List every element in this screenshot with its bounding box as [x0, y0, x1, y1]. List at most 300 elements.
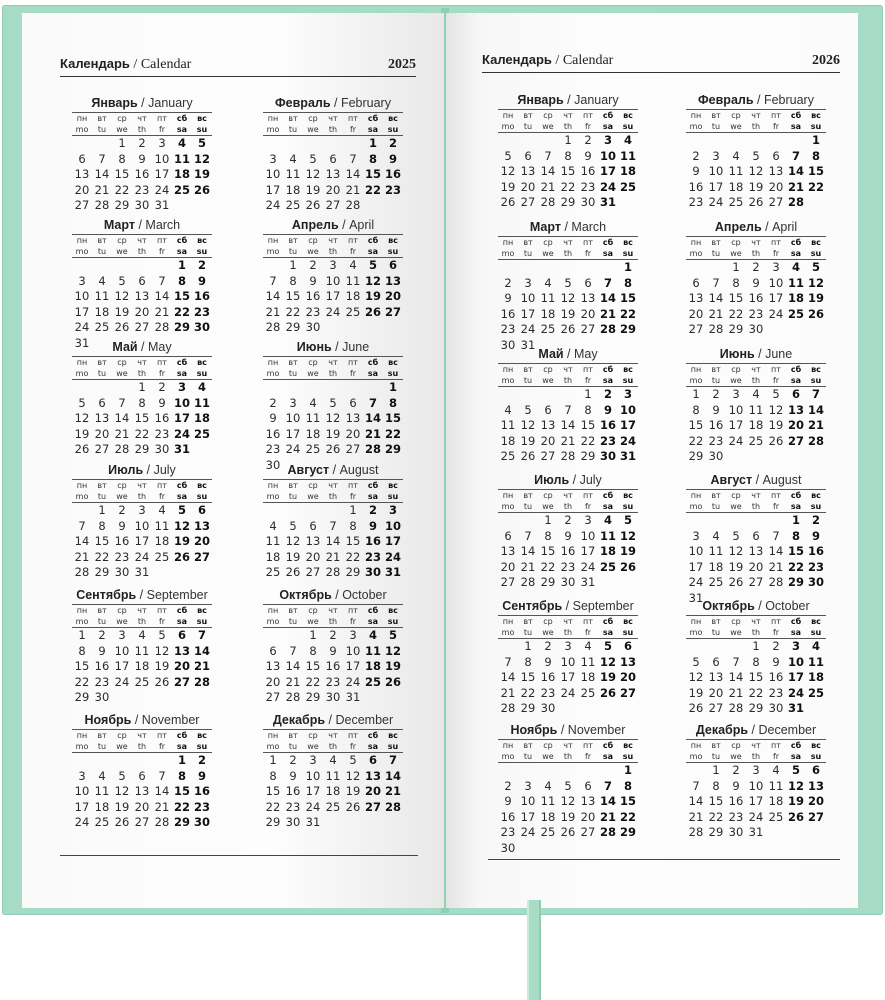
day-cell: 14 — [787, 164, 804, 178]
weekday-header-en: th — [558, 375, 578, 387]
day-cell: 15 — [114, 167, 130, 181]
day-cell: 11 — [619, 148, 636, 163]
month-title: Март / March — [103, 218, 181, 232]
month-name-ru: Март — [103, 218, 135, 232]
day-cell: 14 — [154, 784, 170, 798]
day-cell: 15 — [74, 659, 90, 673]
day-cell: 28 — [325, 565, 341, 579]
month-title: Июнь / June — [296, 340, 370, 354]
weekday-header-en: fr — [578, 751, 598, 763]
day-cell: 26 — [728, 575, 744, 589]
weekday-header-en: fr — [578, 627, 598, 639]
weekday-header-ru: сб — [363, 234, 383, 246]
day-cell: 28 — [345, 198, 361, 212]
day-cell: 3 — [177, 380, 186, 394]
day-cell: 10 — [619, 402, 636, 417]
day-cell: 8 — [791, 528, 800, 543]
empty-day — [72, 258, 92, 274]
weekday-header-ru: сб — [786, 489, 806, 501]
day-cell: 11 — [748, 402, 764, 417]
day-cell: 20 — [580, 809, 596, 824]
day-cell: 20 — [708, 685, 724, 700]
empty-day — [343, 136, 363, 152]
day-cell: 21 — [708, 306, 724, 321]
day-cell: 10 — [114, 643, 130, 658]
weekday-header-en: we — [112, 246, 132, 258]
day-cell: 18 — [325, 784, 341, 798]
day-cell: 3 — [584, 513, 592, 527]
weekday-header-en: we — [303, 368, 323, 380]
weekday-header-en: we — [538, 121, 558, 133]
day-cell: 30 — [500, 337, 516, 352]
day-cell: 8 — [811, 148, 820, 163]
day-cell: 5 — [811, 260, 820, 274]
day-cell: 29 — [619, 322, 636, 336]
day-cell: 2 — [158, 380, 166, 394]
month-name-ru: Июнь — [296, 340, 332, 354]
empty-day — [323, 136, 343, 152]
day-cell: 12 — [114, 784, 130, 798]
day-cell: 6 — [138, 768, 146, 783]
day-cell: 30 — [265, 457, 281, 472]
day-cell: 23 — [599, 433, 616, 448]
day-cell: 28 — [384, 799, 401, 814]
weekday-header-ru: сб — [363, 729, 383, 741]
day-cell: 23 — [580, 179, 596, 194]
day-grid — [686, 109, 826, 211]
weekday-header-en: we — [726, 248, 746, 260]
day-cell: 1 — [98, 503, 106, 517]
day-cell: 16 — [94, 659, 110, 673]
weekday-header-ru: ср — [303, 729, 323, 741]
weekday-header-en: fr — [152, 368, 172, 380]
day-cell: 12 — [807, 275, 824, 290]
weekday-header-ru: вс — [806, 615, 826, 627]
day-cell: 19 — [364, 289, 381, 303]
day-cell: 30 — [285, 815, 301, 829]
day-cell: 13 — [134, 784, 150, 798]
day-cell: 18 — [619, 164, 636, 178]
weekday-header-en: fr — [343, 491, 363, 503]
weekday-header-en: fr — [152, 124, 172, 136]
weekday-header-ru: вт — [283, 729, 303, 741]
weekday-header-en: th — [323, 246, 343, 258]
day-cell: 15 — [580, 418, 596, 432]
day-cell: 9 — [289, 768, 297, 783]
day-cell: 2 — [138, 136, 146, 150]
day-cell: 13 — [807, 778, 824, 793]
weekday-header-en: su — [192, 616, 212, 628]
weekday-header-ru: пт — [152, 234, 172, 246]
day-cell: 24 — [384, 549, 401, 564]
day-cell: 6 — [692, 275, 700, 290]
weekday-header-ru: вс — [383, 604, 403, 616]
day-cell: 19 — [560, 306, 576, 321]
day-cell: 22 — [688, 433, 704, 448]
weekday-header-en: tu — [706, 121, 726, 133]
empty-day — [578, 763, 598, 779]
day-cell: 27 — [580, 322, 596, 336]
empty-day — [766, 133, 786, 149]
month-block — [72, 588, 212, 706]
day-cell: 25 — [94, 815, 110, 829]
month-name-en: June — [765, 347, 793, 361]
day-cell: 21 — [560, 433, 576, 448]
weekday-header-ru: чт — [323, 479, 343, 491]
day-cell: 10 — [688, 544, 704, 558]
day-cell: 10 — [265, 167, 281, 181]
day-cell: 1 — [349, 503, 357, 517]
weekday-header-en: sa — [786, 751, 806, 763]
day-cell: 28 — [728, 701, 744, 715]
day-cell: 18 — [708, 559, 724, 574]
weekday-header-en: sa — [172, 616, 192, 628]
day-cell: 1 — [118, 136, 126, 150]
weekday-header-en: sa — [363, 741, 383, 753]
day-cell: 26 — [114, 320, 130, 334]
weekday-header-en: mo — [686, 121, 706, 133]
day-cell: 6 — [197, 503, 206, 517]
day-cell: 11 — [265, 534, 281, 548]
day-cell: 17 — [708, 179, 724, 194]
day-cell: 3 — [752, 763, 760, 777]
day-cell: 16 — [599, 418, 616, 432]
day-cell: 9 — [138, 151, 146, 166]
day-cell: 21 — [74, 549, 90, 564]
day-cell: 15 — [560, 164, 576, 178]
month-block — [263, 340, 403, 473]
day-cell: 6 — [752, 528, 760, 543]
empty-day — [323, 380, 343, 396]
day-cell: 31 — [619, 449, 636, 463]
weekday-header-en: su — [806, 501, 826, 513]
day-cell: 4 — [811, 639, 820, 653]
day-cell: 9 — [329, 643, 337, 658]
day-cell: 18 — [807, 670, 824, 684]
weekday-header-ru: сб — [598, 109, 618, 121]
weekday-header-ru: вт — [283, 112, 303, 124]
day-cell: 19 — [285, 549, 301, 564]
month-title: Ноябрь / November — [510, 723, 626, 737]
day-cell: 2 — [197, 753, 206, 767]
day-grid — [263, 234, 403, 336]
day-cell: 4 — [603, 513, 612, 527]
day-cell: 19 — [748, 179, 764, 194]
day-cell: 9 — [772, 654, 780, 669]
weekday-header-en: mo — [498, 627, 518, 639]
weekday-header-ru: ср — [538, 236, 558, 248]
day-cell: 12 — [728, 544, 744, 558]
weekday-header-ru: чт — [132, 234, 152, 246]
day-cell: 17 — [345, 659, 361, 673]
month-name-en: August — [339, 463, 379, 477]
day-cell: 14 — [345, 167, 361, 181]
day-cell: 18 — [285, 182, 301, 197]
day-cell: 21 — [500, 685, 516, 700]
day-cell: 6 — [791, 387, 800, 401]
weekday-header-ru: ср — [726, 489, 746, 501]
day-cell: 9 — [603, 402, 612, 417]
day-cell: 1 — [544, 513, 552, 527]
empty-day — [323, 503, 343, 519]
day-cell: 10 — [728, 402, 744, 417]
day-cell: 17 — [580, 544, 596, 558]
day-cell: 13 — [688, 291, 704, 305]
day-cell: 13 — [748, 544, 764, 558]
day-cell: 14 — [325, 534, 341, 548]
weekday-header-ru: пн — [686, 739, 706, 751]
day-cell: 30 — [193, 320, 210, 334]
weekday-header-en: mo — [263, 741, 283, 753]
day-cell: 20 — [500, 559, 516, 574]
weekday-header-en: tu — [92, 124, 112, 136]
day-cell: 8 — [138, 395, 146, 410]
weekday-header-en: fr — [766, 121, 786, 133]
day-cell: 19 — [619, 544, 636, 558]
day-cell: 29 — [305, 690, 321, 704]
day-cell: 12 — [768, 402, 784, 417]
day-cell: 28 — [599, 825, 616, 839]
weekday-header-ru: пн — [686, 236, 706, 248]
weekday-header-en: sa — [172, 124, 192, 136]
month-block — [263, 218, 403, 336]
day-cell: 18 — [134, 659, 150, 673]
weekday-header-ru: ср — [726, 739, 746, 751]
day-cell: 26 — [500, 195, 516, 209]
day-cell: 2 — [98, 628, 106, 642]
weekday-header-en: su — [383, 368, 403, 380]
weekday-header-ru: ср — [112, 729, 132, 741]
weekday-header-en: fr — [343, 246, 363, 258]
day-cell: 28 — [285, 690, 301, 704]
empty-day — [746, 513, 766, 529]
day-cell: 31 — [520, 337, 536, 352]
day-cell: 27 — [134, 320, 150, 334]
day-cell: 25 — [807, 685, 824, 700]
day-cell: 18 — [500, 433, 516, 448]
weekday-header-en: tu — [518, 627, 538, 639]
day-cell: 11 — [500, 418, 516, 432]
day-grid — [72, 729, 212, 831]
day-cell: 2 — [309, 258, 317, 272]
day-cell: 7 — [197, 628, 206, 642]
month-name-ru: Декабрь — [272, 713, 326, 727]
day-cell: 21 — [520, 559, 536, 574]
day-cell: 24 — [520, 825, 536, 839]
empty-day — [132, 258, 152, 274]
month-title: Июнь / June — [719, 347, 793, 361]
day-grid — [263, 604, 403, 706]
weekday-header-ru: сб — [363, 479, 383, 491]
day-cell: 8 — [78, 643, 86, 658]
day-cell: 14 — [114, 411, 130, 425]
day-cell: 17 — [265, 182, 281, 197]
day-cell: 16 — [580, 164, 596, 178]
day-cell: 14 — [265, 289, 281, 303]
weekday-header-ru: вт — [92, 729, 112, 741]
weekday-header-en: we — [538, 375, 558, 387]
day-cell: 16 — [807, 544, 824, 558]
empty-day — [746, 133, 766, 149]
weekday-header-ru: ср — [726, 615, 746, 627]
day-grid — [686, 363, 826, 465]
weekday-header-en: tu — [706, 627, 726, 639]
day-cell: 27 — [748, 575, 764, 589]
month-block — [686, 347, 826, 465]
day-grid — [686, 739, 826, 841]
weekday-header-en: tu — [92, 616, 112, 628]
weekday-header-ru: вт — [283, 356, 303, 368]
empty-day — [518, 513, 538, 529]
month-title: Ноябрь / November — [84, 713, 200, 727]
day-cell: 6 — [98, 395, 106, 410]
day-cell: 4 — [197, 380, 206, 394]
day-cell: 2 — [811, 513, 820, 527]
weekday-header-ru: чт — [558, 615, 578, 627]
month-block — [686, 599, 826, 717]
month-title: Июль / July — [534, 473, 602, 487]
day-cell: 22 — [619, 306, 636, 321]
weekday-header-ru: вт — [283, 479, 303, 491]
day-cell: 12 — [599, 654, 616, 669]
day-cell: 17 — [728, 418, 744, 432]
month-block — [72, 340, 212, 458]
weekday-header-ru: вт — [706, 615, 726, 627]
weekday-header-ru: пн — [263, 112, 283, 124]
day-cell: 28 — [94, 198, 110, 212]
weekday-header-ru: чт — [746, 363, 766, 375]
day-cell: 10 — [520, 794, 536, 808]
weekday-header-en: tu — [283, 124, 303, 136]
day-cell: 19 — [114, 304, 130, 319]
day-cell: 24 — [708, 195, 724, 209]
weekday-header-ru: вс — [618, 489, 638, 501]
day-cell: 4 — [177, 136, 186, 150]
day-cell: 17 — [748, 794, 764, 808]
empty-day — [72, 753, 92, 769]
weekday-header-en: th — [558, 751, 578, 763]
day-cell: 6 — [368, 753, 377, 767]
day-cell: 27 — [520, 195, 536, 209]
weekday-header-ru: пн — [72, 356, 92, 368]
weekday-header-en: th — [746, 121, 766, 133]
day-cell: 26 — [768, 433, 784, 448]
day-cell: 17 — [599, 164, 616, 178]
weekday-header-en: th — [132, 246, 152, 258]
weekday-header-en: we — [726, 501, 746, 513]
weekday-header-en: sa — [363, 124, 383, 136]
empty-day — [558, 260, 578, 276]
day-cell: 15 — [173, 784, 190, 798]
weekday-header-ru: пн — [263, 729, 283, 741]
month-title: Март / March — [529, 220, 607, 234]
day-cell: 1 — [584, 387, 592, 401]
day-cell: 11 — [599, 528, 616, 543]
day-cell: 7 — [504, 654, 512, 669]
day-cell: 11 — [807, 654, 824, 669]
day-cell: 14 — [74, 534, 90, 548]
weekday-header-ru: пн — [263, 479, 283, 491]
weekday-header-ru: вс — [192, 479, 212, 491]
weekday-header-ru: чт — [132, 479, 152, 491]
weekday-header-en: sa — [786, 501, 806, 513]
day-cell: 23 — [325, 674, 341, 689]
day-cell: 5 — [772, 387, 780, 401]
day-cell: 1 — [309, 628, 317, 642]
day-cell: 1 — [289, 258, 297, 272]
empty-day — [686, 513, 706, 529]
month-name-ru: Ноябрь — [84, 713, 132, 727]
day-cell: 16 — [708, 418, 724, 432]
page-header — [482, 52, 840, 73]
empty-day — [538, 763, 558, 779]
day-cell: 28 — [74, 565, 90, 579]
day-grid — [498, 236, 638, 353]
day-cell: 27 — [305, 565, 321, 579]
weekday-header-ru: пт — [578, 615, 598, 627]
day-cell: 15 — [619, 291, 636, 305]
day-cell: 19 — [728, 559, 744, 574]
day-cell: 6 — [623, 639, 632, 653]
day-cell: 3 — [524, 778, 532, 793]
weekday-header-en: th — [323, 368, 343, 380]
weekday-header-ru: пн — [686, 489, 706, 501]
day-cell: 6 — [309, 518, 317, 533]
day-cell: 15 — [305, 659, 321, 673]
day-cell: 23 — [728, 809, 744, 824]
day-cell: 13 — [345, 411, 361, 425]
day-cell: 3 — [329, 258, 337, 272]
month-name-ru: Июль — [108, 463, 144, 477]
month-name-en: June — [342, 340, 370, 354]
day-cell: 22 — [285, 304, 301, 319]
weekday-header-en: th — [558, 627, 578, 639]
day-cell: 13 — [193, 518, 210, 533]
day-cell: 15 — [540, 544, 556, 558]
day-cell: 3 — [564, 639, 572, 653]
weekday-header-ru: вт — [92, 479, 112, 491]
weekday-header-en: we — [726, 375, 746, 387]
day-cell: 23 — [114, 549, 130, 564]
bottom-rule — [60, 855, 418, 856]
weekday-header-en: tu — [706, 501, 726, 513]
day-cell: 22 — [807, 179, 824, 194]
day-cell: 26 — [114, 815, 130, 829]
day-cell: 14 — [384, 768, 401, 783]
day-cell: 24 — [74, 320, 90, 334]
day-cell: 23 — [768, 685, 784, 700]
empty-day — [112, 258, 132, 274]
day-cell: 24 — [728, 433, 744, 448]
day-cell: 12 — [364, 273, 381, 288]
day-cell: 31 — [345, 690, 361, 704]
day-cell: 29 — [560, 195, 576, 209]
weekday-header-ru: пн — [498, 615, 518, 627]
empty-day — [72, 136, 92, 152]
weekday-header-en: we — [538, 627, 558, 639]
empty-day — [498, 260, 518, 276]
month-title: Август / August — [710, 473, 802, 487]
weekday-header-en: fr — [766, 375, 786, 387]
day-cell: 8 — [732, 275, 740, 290]
day-cell: 22 — [520, 685, 536, 700]
day-cell: 14 — [154, 289, 170, 303]
weekday-header-en: sa — [172, 246, 192, 258]
month-title: Июль / July — [108, 463, 176, 477]
weekday-header-en: mo — [498, 121, 518, 133]
weekday-header-ru: сб — [363, 112, 383, 124]
day-cell: 9 — [564, 528, 572, 543]
